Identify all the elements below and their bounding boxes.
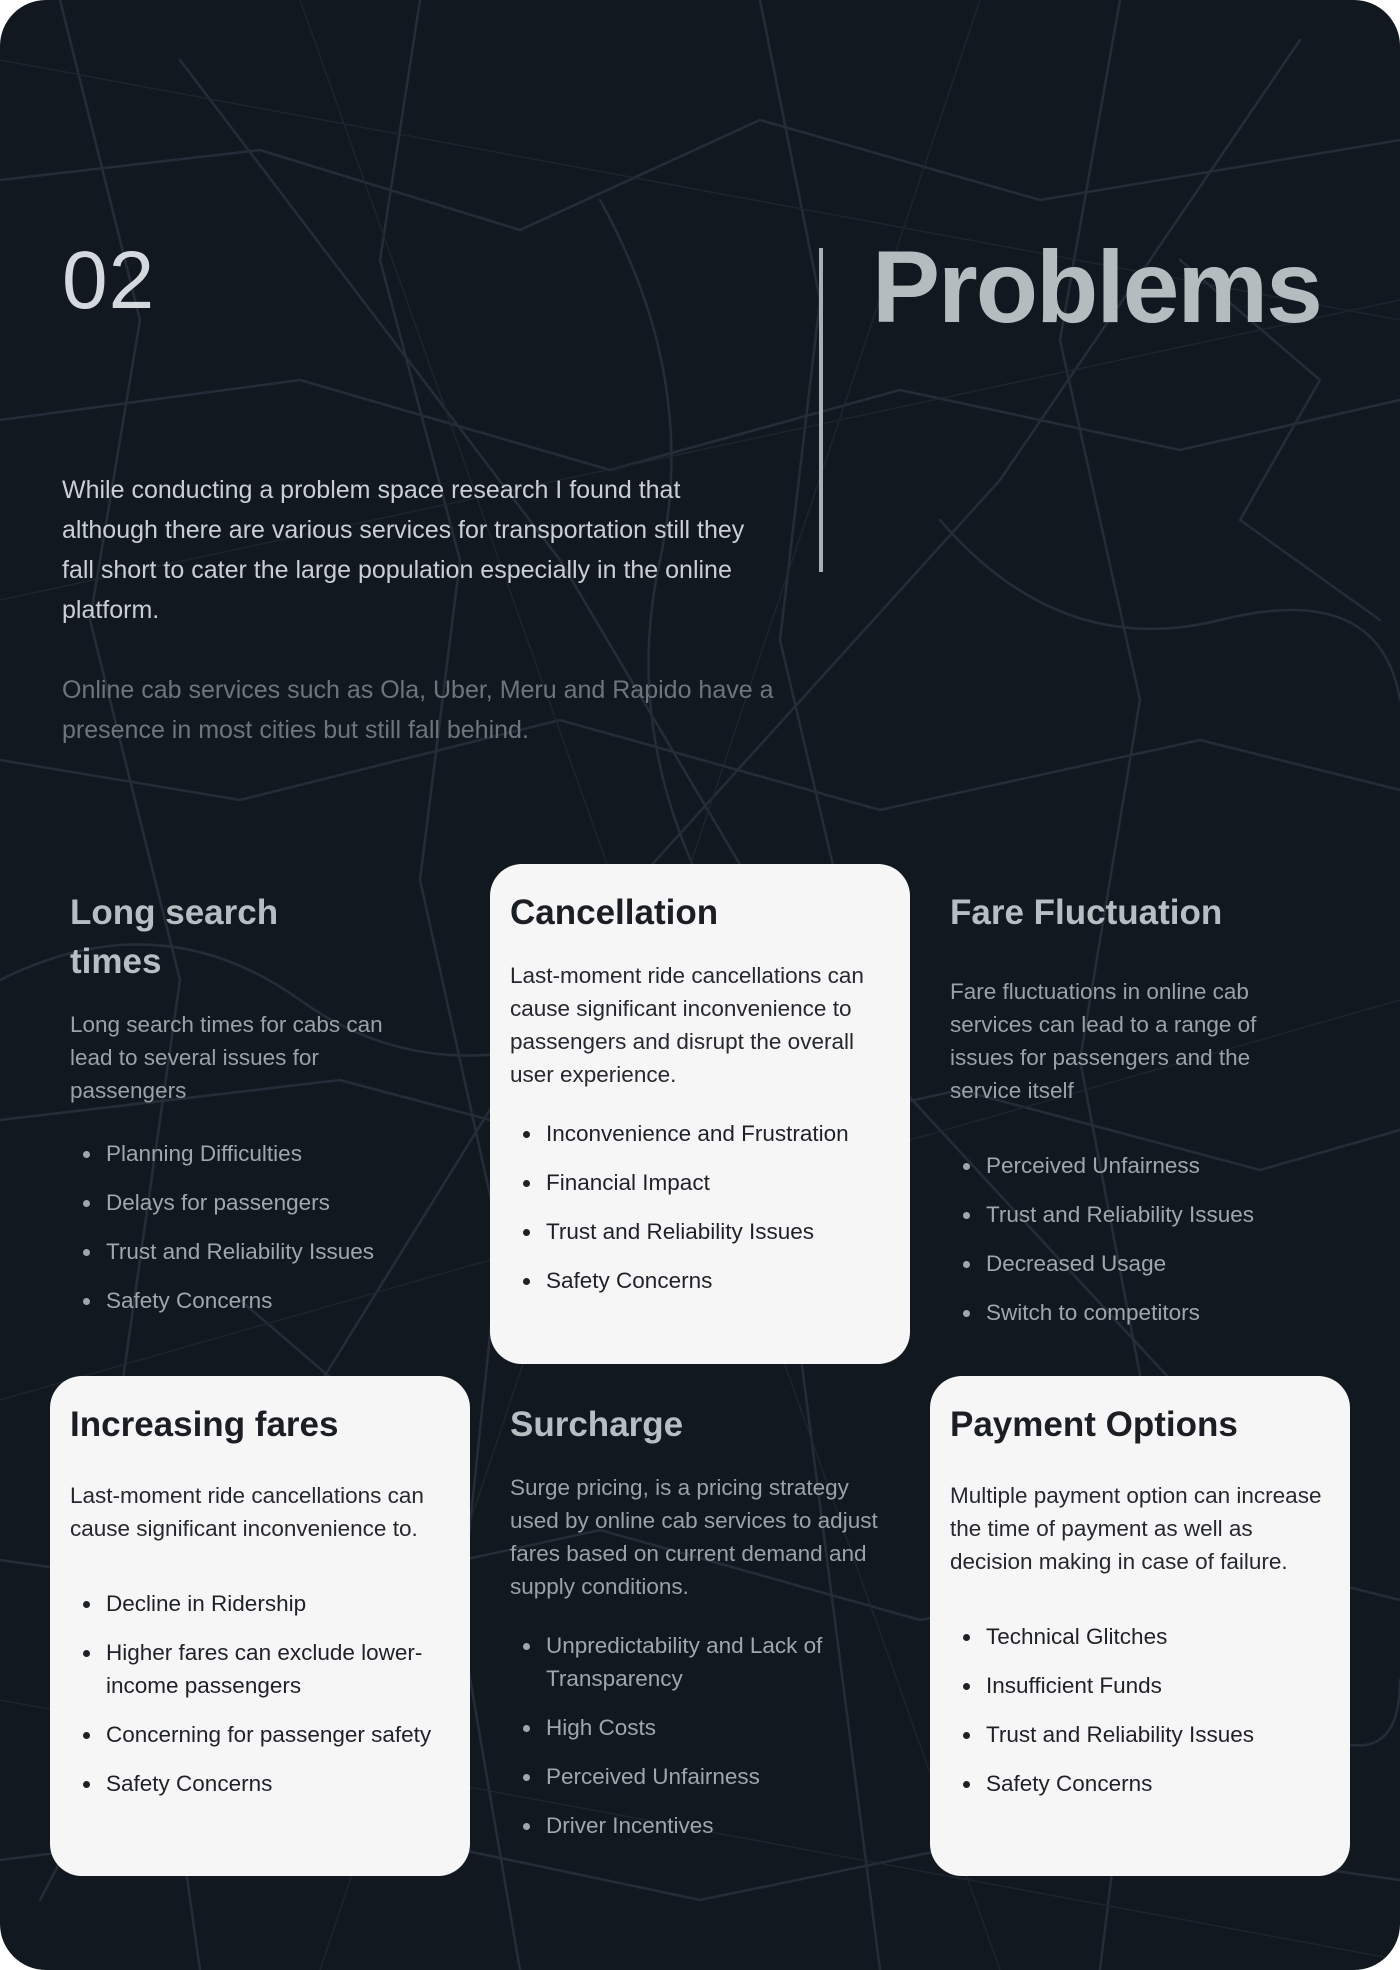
intro-secondary-paragraph: Online cab services such as Ola, Uber, Meru and Rapido have a presence in most cities but still fall behind. bbox=[62, 676, 774, 744]
list-item: Trust and Reliability Issues bbox=[950, 1198, 1330, 1231]
list-item: Decreased Usage bbox=[950, 1247, 1330, 1280]
card-title: Payment Options bbox=[950, 1405, 1238, 1444]
card-title: Fare Fluctuation bbox=[950, 893, 1223, 932]
list-item: Inconvenience and Frustration bbox=[510, 1117, 890, 1150]
list-item: Driver Incentives bbox=[510, 1809, 890, 1842]
card-description: Multiple payment option can increase the time of payment as well as decision making in case of failure. bbox=[950, 1483, 1322, 1574]
card-description: Last-moment ride cancellations can cause significant inconvenience to passengers and disrupt the overall user experience. bbox=[510, 963, 864, 1087]
card-bullet-list bbox=[950, 1620, 1330, 1800]
card-title: Cancellation bbox=[510, 893, 719, 932]
list-item: Safety Concerns bbox=[510, 1264, 890, 1297]
problem-card-fare-fluctuation bbox=[930, 864, 1350, 1364]
list-item: Switch to competitors bbox=[950, 1296, 1330, 1329]
card-title: Increasing fares bbox=[70, 1405, 339, 1444]
list-item: Safety Concerns bbox=[950, 1767, 1330, 1800]
card-description: Long search times for cabs can lead to several issues for passengers bbox=[70, 1012, 383, 1103]
card-bullet-list bbox=[510, 1117, 890, 1297]
header-divider bbox=[819, 248, 823, 572]
list-item: Perceived Unfairness bbox=[510, 1760, 890, 1793]
list-item: Technical Glitches bbox=[950, 1620, 1330, 1653]
problem-card-long-search-times bbox=[50, 864, 470, 1364]
list-item: Safety Concerns bbox=[70, 1767, 450, 1800]
card-bullet-list bbox=[950, 1149, 1330, 1329]
problem-card-surcharge bbox=[490, 1376, 910, 1876]
problem-card-increasing-fares bbox=[50, 1376, 470, 1876]
list-item: High Costs bbox=[510, 1711, 890, 1744]
list-item: Decline in Ridership bbox=[70, 1587, 450, 1620]
problem-card-payment-options bbox=[930, 1376, 1350, 1876]
list-item: Concerning for passenger safety bbox=[70, 1718, 450, 1751]
list-item: Higher fares can exclude lower-income passengers bbox=[70, 1636, 450, 1702]
section-title: Problems bbox=[872, 230, 1321, 344]
card-bullet-list bbox=[510, 1629, 890, 1842]
list-item: Planning Difficulties bbox=[70, 1137, 450, 1170]
card-bullet-list bbox=[70, 1587, 450, 1800]
list-item: Financial Impact bbox=[510, 1166, 890, 1199]
list-item: Perceived Unfairness bbox=[950, 1149, 1330, 1182]
card-bullet-list bbox=[70, 1137, 450, 1317]
list-item: Trust and Reliability Issues bbox=[70, 1235, 450, 1268]
list-item: Trust and Reliability Issues bbox=[510, 1215, 890, 1248]
section-number: 02 bbox=[62, 235, 156, 326]
card-description: Last-moment ride cancellations can cause significant inconvenience to. bbox=[70, 1483, 424, 1541]
list-item: Safety Concerns bbox=[70, 1284, 450, 1317]
card-description: Fare fluctuations in online cab services can lead to a range of issues for passengers and the service itself bbox=[950, 979, 1257, 1103]
list-item: Unpredictability and Lack of Transparency bbox=[510, 1629, 890, 1695]
card-description: Surge pricing, is a pricing strategy used by online cab services to adjust fares based on current demand and supply conditions. bbox=[510, 1475, 878, 1599]
card-title: Surcharge bbox=[510, 1405, 684, 1444]
list-item: Trust and Reliability Issues bbox=[950, 1718, 1330, 1751]
problem-card-cancellation bbox=[490, 864, 910, 1364]
list-item: Delays for passengers bbox=[70, 1186, 450, 1219]
card-title: Long search times bbox=[70, 893, 279, 981]
intro-paragraph: While conducting a problem space research I found that although there are various services for transportation still they fall short to cater the large population especially in the online platform. bbox=[62, 476, 745, 624]
list-item: Insufficient Funds bbox=[950, 1669, 1330, 1702]
